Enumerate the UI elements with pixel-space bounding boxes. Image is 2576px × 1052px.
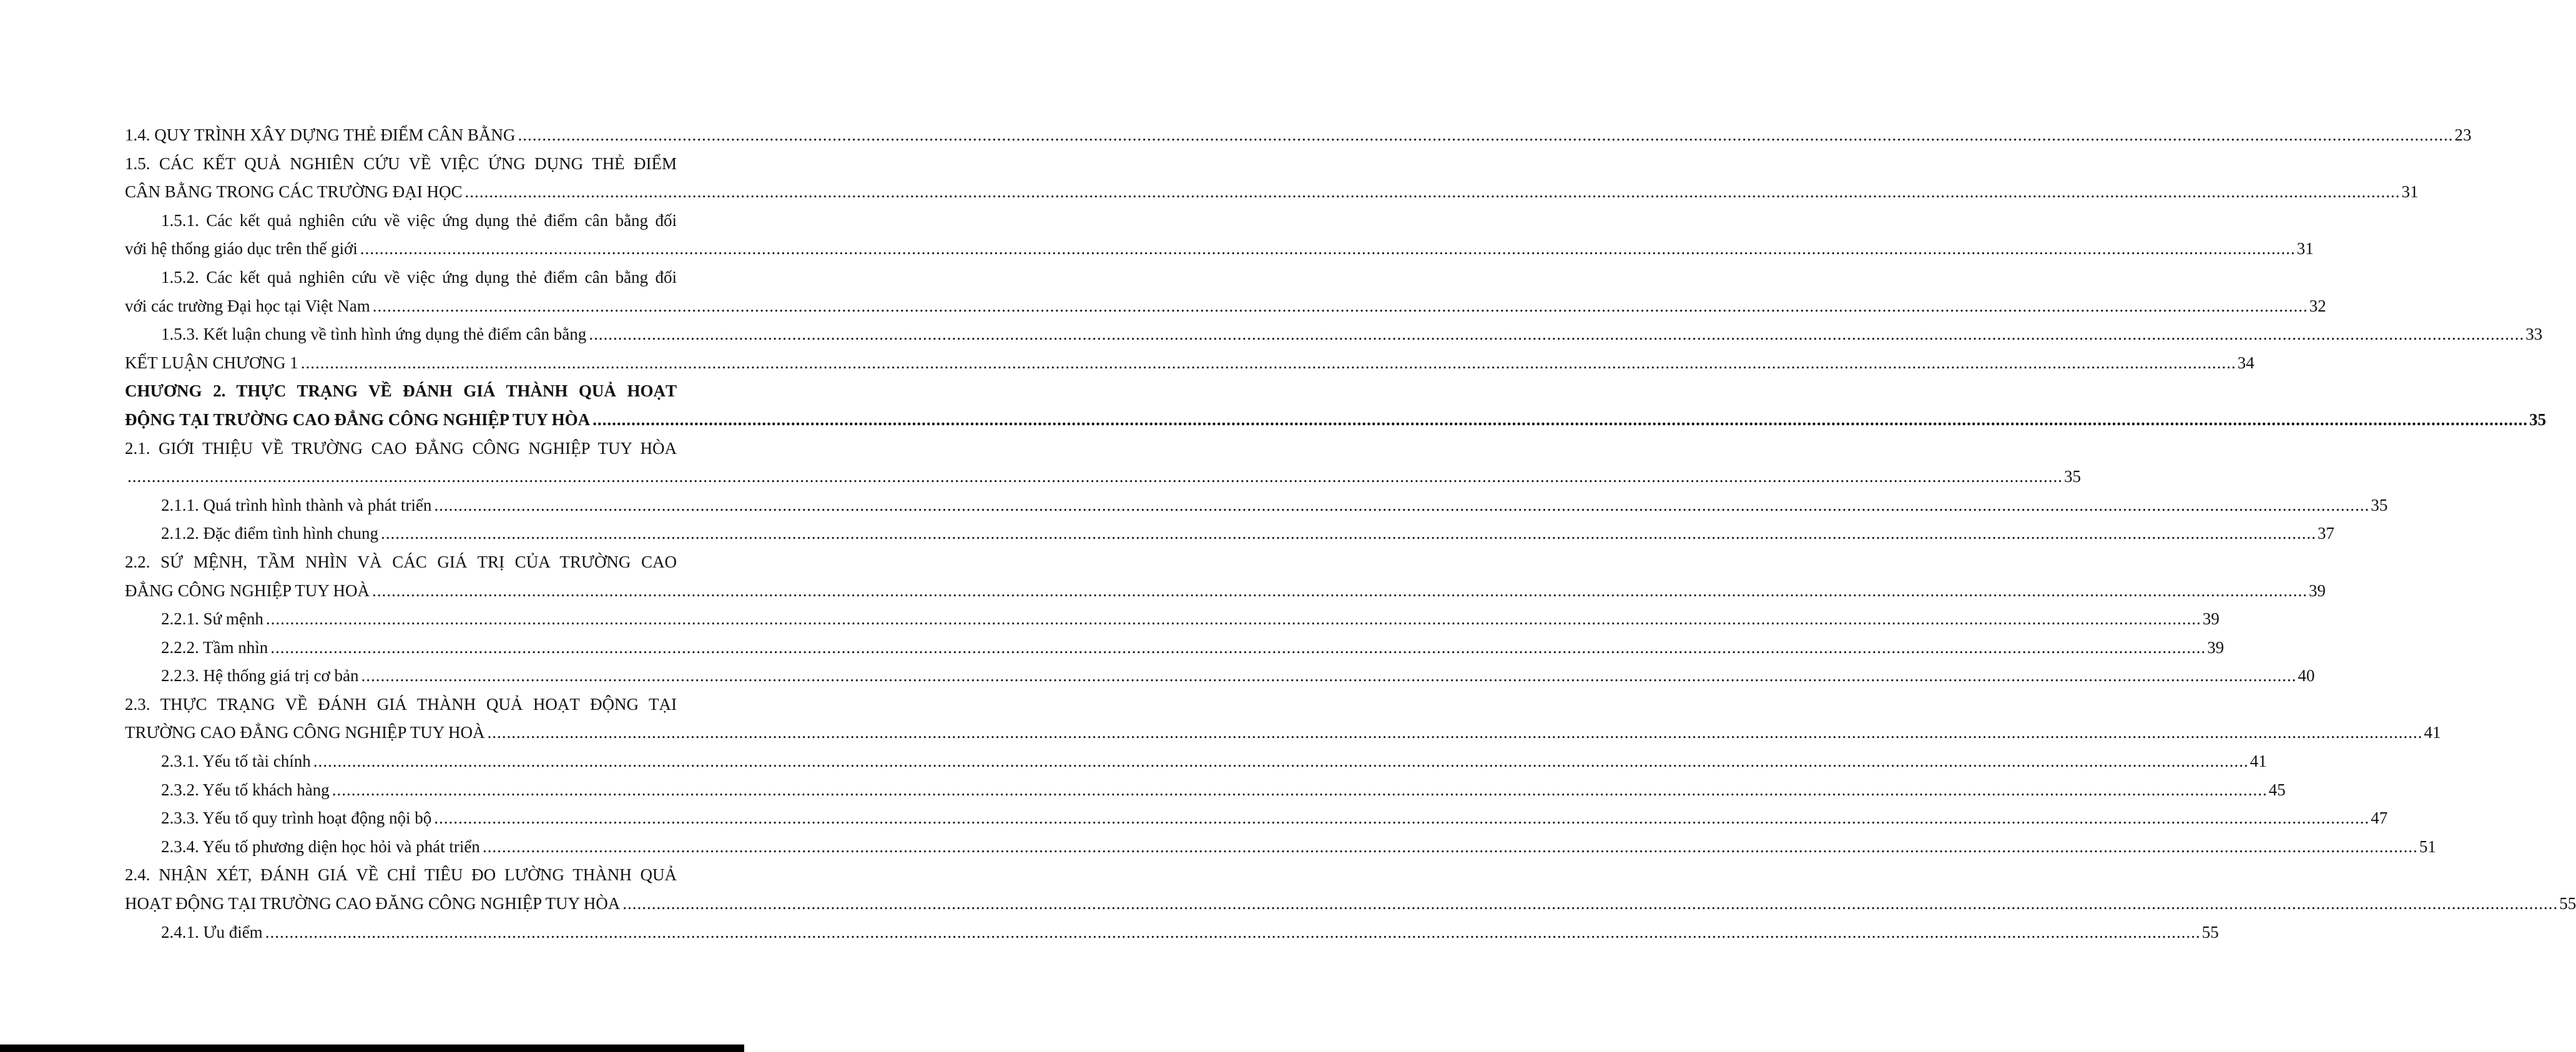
toc-entry-last-line	[125, 918, 2219, 947]
toc-leader-dots: ................................................................................................................................................................................................................................................................................................................................................................................................................	[360, 239, 2296, 258]
toc-entry-text-line: 2.3. THỰC TRẠNG VỀ ĐÁNH GIÁ THÀNH QUẢ HOẠT ĐỘNG TẠI	[125, 694, 677, 714]
toc-entry-last-line	[125, 662, 2315, 691]
toc-entry-last-line	[125, 605, 2220, 634]
toc-entry-last-line	[125, 776, 2286, 805]
toc-entry-title: 2.1.1. Quá trình hình thành và phát triển	[161, 495, 432, 514]
toc-entry	[125, 548, 2326, 605]
toc-entry-title: 2.1.2. Đặc điểm tình hình chung	[161, 524, 378, 543]
toc-page-number: 32	[2309, 296, 2326, 315]
toc-entry-text-line: 2.1. GIỚI THIỆU VỀ TRƯỜNG CAO ĐẲNG CÔNG NGHIỆP TUY HÒA	[125, 438, 677, 458]
toc-entry	[125, 833, 2436, 862]
toc-entry-text-line: 2.2. SỨ MỆNH, TẦM NHÌN VÀ CÁC GIÁ TRỊ CỦA TRƯỜNG CAO	[125, 552, 677, 571]
toc-page-number: 31	[2401, 182, 2419, 202]
toc-leader-dots: ................................................................................................................................................................................................................................................................................................................................................................................................................	[361, 666, 2297, 686]
toc-entry-title: 2.2.1. Sứ mệnh	[161, 609, 263, 629]
toc-entry	[125, 776, 2286, 805]
toc-entry-text-line: 1.5.2. Các kết quả nghiên cứu về việc ứng dụng thẻ điểm cân bằng đối	[161, 267, 677, 287]
toc-entry-title: 2.2.2. Tầm nhìn	[161, 637, 268, 657]
toc-page-number: 39	[2202, 609, 2220, 629]
page-bottom-border	[0, 1045, 744, 1052]
toc-entry-title: 1.4. QUY TRÌNH XÂY DỰNG THẺ ĐIỂM CÂN BẰNG	[125, 125, 516, 144]
toc-leader-dots: ................................................................................................................................................................................................................................................................................................................................................................................................................	[380, 524, 2316, 543]
toc-leader-dots: ................................................................................................................................................................................................................................................................................................................................................................................................................	[622, 894, 2559, 913]
toc-leader-dots: ................................................................................................................................................................................................................................................................................................................................................................................................................	[487, 723, 2423, 742]
toc-entry-title: 2.2.3. Hệ thống giá trị cơ bản	[161, 666, 359, 686]
toc-leader-dots: ................................................................................................................................................................................................................................................................................................................................................................................................................	[313, 752, 2249, 771]
toc-page-number: 35	[2064, 467, 2081, 486]
toc-entry	[125, 491, 2388, 520]
toc-page-number: 31	[2296, 239, 2314, 258]
toc-entry-text-line: 1.5. CÁC KẾT QUẢ NGHIÊN CỨU VỀ VIỆC ỨNG DỤNG THẺ ĐIỂM	[125, 154, 677, 173]
toc-entry-last-line	[125, 349, 2254, 378]
toc-leader-dots: ................................................................................................................................................................................................................................................................................................................................................................................................................	[372, 581, 2308, 600]
toc-entry-title: 2.3.1. Yếu tố tài chính	[161, 752, 311, 771]
toc-page-number: 35	[2371, 495, 2388, 514]
toc-entry-last-line	[125, 235, 2314, 263]
toc-leader-dots: ................................................................................................................................................................................................................................................................................................................................................................................................................	[518, 125, 2454, 144]
toc-entry	[125, 691, 2441, 747]
toc-entry-last-line	[125, 121, 2472, 150]
toc-page-number: 41	[2424, 723, 2441, 742]
toc-entry	[125, 263, 2326, 320]
toc-entry-title: ĐỘNG TẠI TRƯỜNG CAO ĐẲNG CÔNG NGHIỆP TUY HÒA	[125, 410, 591, 429]
toc-entry-text-line: 1.5.1. Các kết quả nghiên cứu về việc ứng dụng thẻ điểm cân bằng đối	[161, 210, 677, 230]
toc-page-number: 34	[2237, 353, 2254, 372]
toc-leader-dots: ................................................................................................................................................................................................................................................................................................................................................................................................................	[265, 609, 2201, 629]
toc-entry	[125, 804, 2388, 833]
toc-entry	[125, 377, 2547, 434]
toc-entry	[125, 918, 2219, 947]
toc-entry-title: 1.5.3. Kết luận chung về tình hình ứng dụng thẻ điểm cân bằng	[161, 325, 587, 344]
toc-page-number: 33	[2525, 325, 2543, 344]
toc-entry	[125, 121, 2472, 150]
toc-entry	[125, 320, 2543, 349]
toc-entry-title: 2.4.1. Ưu điểm	[161, 922, 263, 941]
toc-entry-title: với các trường Đại học tại Việt Nam	[125, 296, 370, 315]
toc-entry-last-line	[125, 577, 2326, 606]
toc-page-number: 40	[2298, 666, 2315, 686]
toc-entry	[125, 207, 2314, 263]
toc-entry-title: ĐẲNG CÔNG NGHIỆP TUY HOÀ	[125, 581, 370, 600]
toc-entry-last-line	[125, 833, 2436, 862]
toc-entry	[125, 519, 2334, 548]
toc-entry-title: với hệ thống giáo dục trên thế giới	[125, 239, 358, 258]
toc-entry-last-line	[125, 406, 2547, 435]
toc-entry-last-line	[125, 491, 2388, 520]
toc-entry-text-line: CHƯƠNG 2. THỰC TRẠNG VỀ ĐÁNH GIÁ THÀNH QUẢ HOẠT	[125, 381, 677, 401]
toc-leader-dots: ................................................................................................................................................................................................................................................................................................................................................................................................................	[300, 353, 2236, 372]
toc-leader-dots: ................................................................................................................................................................................................................................................................................................................................................................................................................	[127, 467, 2063, 486]
toc-page-number: 37	[2317, 524, 2334, 543]
table-of-contents	[125, 121, 2576, 946]
toc-entry-last-line	[125, 463, 2081, 491]
toc-entry-last-line	[125, 292, 2326, 321]
toc-entry-last-line	[125, 178, 2419, 207]
toc-page-number: 23	[2454, 125, 2472, 144]
toc-entry-last-line	[125, 519, 2334, 548]
toc-leader-dots: ................................................................................................................................................................................................................................................................................................................................................................................................................	[592, 410, 2529, 429]
toc-page-number: 39	[2207, 637, 2225, 657]
toc-leader-dots: ................................................................................................................................................................................................................................................................................................................................................................................................................	[434, 495, 2370, 514]
toc-entry	[125, 349, 2254, 378]
toc-entry-text-line: 2.4. NHẬN XÉT, ĐÁNH GIÁ VỀ CHỈ TIÊU ĐO LƯỜNG THÀNH QUẢ	[125, 865, 677, 885]
toc-entry	[125, 605, 2220, 634]
toc-leader-dots: ................................................................................................................................................................................................................................................................................................................................................................................................................	[465, 182, 2401, 202]
toc-entry-last-line	[125, 747, 2267, 776]
toc-entry-last-line	[125, 890, 2576, 918]
toc-entry	[125, 150, 2419, 207]
toc-leader-dots: ................................................................................................................................................................................................................................................................................................................................................................................................................	[372, 296, 2308, 315]
toc-page-number: 47	[2371, 809, 2388, 828]
toc-page-number: 51	[2419, 837, 2436, 856]
toc-entry-title: KẾT LUẬN CHƯƠNG 1	[125, 353, 298, 372]
toc-page-number: 55	[2559, 894, 2576, 913]
toc-leader-dots: ................................................................................................................................................................................................................................................................................................................................................................................................................	[265, 922, 2201, 941]
toc-entry	[125, 861, 2576, 918]
toc-entry-title: 2.3.4. Yếu tố phương diện học hỏi và phát triển	[161, 837, 480, 856]
toc-entry-last-line	[125, 719, 2441, 747]
toc-entry-last-line	[125, 634, 2225, 662]
toc-entry-title: TRƯỜNG CAO ĐẲNG CÔNG NGHIỆP TUY HOÀ	[125, 723, 485, 742]
toc-entry-last-line	[125, 804, 2388, 833]
toc-leader-dots: ................................................................................................................................................................................................................................................................................................................................................................................................................	[270, 637, 2206, 657]
toc-leader-dots: ................................................................................................................................................................................................................................................................................................................................................................................................................	[434, 809, 2370, 828]
toc-leader-dots: ................................................................................................................................................................................................................................................................................................................................................................................................................	[589, 325, 2525, 344]
toc-page-number: 39	[2309, 581, 2326, 600]
toc-entry	[125, 747, 2267, 776]
toc-entry-last-line	[125, 320, 2543, 349]
toc-entry-title: 2.3.3. Yếu tố quy trình hoạt động nội bộ	[161, 809, 432, 828]
toc-leader-dots: ................................................................................................................................................................................................................................................................................................................................................................................................................	[482, 837, 2418, 856]
toc-page-number: 55	[2201, 922, 2219, 941]
toc-entry	[125, 662, 2315, 691]
toc-page-number: 41	[2249, 752, 2267, 771]
toc-entry	[125, 634, 2225, 662]
toc-entry-title: HOẠT ĐỘNG TẠI TRƯỜNG CAO ĐĂNG CÔNG NGHIỆP TUY HÒA	[125, 894, 621, 913]
toc-page-number: 45	[2268, 780, 2286, 799]
toc-entry-title: 2.3.2. Yếu tố khách hàng	[161, 780, 330, 799]
toc-entry-title: CÂN BẰNG TRONG CÁC TRƯỜNG ĐẠI HỌC	[125, 182, 463, 202]
toc-page-number: 35	[2529, 410, 2547, 429]
toc-entry	[125, 435, 2081, 491]
toc-leader-dots: ................................................................................................................................................................................................................................................................................................................................................................................................................	[332, 780, 2268, 799]
